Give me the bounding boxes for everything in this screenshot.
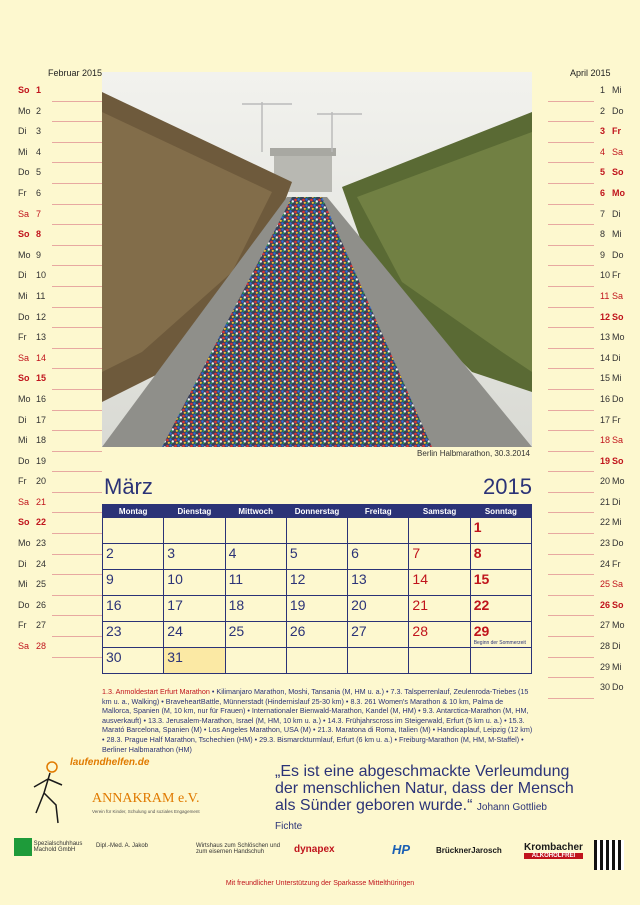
day-number: 11 <box>228 571 244 587</box>
day-cell <box>470 596 531 622</box>
weekday-header: Freitag <box>348 505 409 518</box>
apr-daynum: 20 <box>600 476 611 487</box>
day-cell <box>286 544 347 570</box>
day-number: 28 <box>412 623 428 639</box>
feb-day-row <box>14 348 102 369</box>
feb-weekday: Sa <box>18 641 30 652</box>
apr-daynum: 8 <box>600 229 606 240</box>
event-first-date: 1.3. <box>102 687 114 696</box>
weekday-header: Dienstag <box>164 505 225 518</box>
feb-day-row <box>14 245 102 266</box>
feb-weekday: So <box>18 85 30 95</box>
feb-weekday: Mi <box>18 146 28 157</box>
apr-weekday: Mo <box>612 620 625 631</box>
laufend-logo: laufendhelfen.de <box>70 757 150 768</box>
qr-code <box>594 840 624 870</box>
feb-weekday: Fr <box>18 620 27 631</box>
day-cell <box>409 570 470 596</box>
apr-weekday: Mo <box>612 187 625 198</box>
apr-day-row <box>548 80 636 101</box>
day-number: 12 <box>289 571 306 587</box>
apr-daynum: 14 <box>600 352 611 363</box>
apr-weekday: Do <box>612 538 624 549</box>
feb-weekday: Fr <box>18 187 27 198</box>
day-cell <box>225 570 286 596</box>
apr-weekday: Sa <box>612 146 624 157</box>
quote-author: Johann Gottlieb Fichte <box>275 802 547 832</box>
day-number: 30 <box>106 649 122 665</box>
day-number: 10 <box>167 571 183 587</box>
feb-daynum: 21 <box>36 496 47 507</box>
events-text <box>102 687 534 754</box>
apr-weekday: So <box>612 599 624 610</box>
feb-weekday: Di <box>18 270 27 281</box>
day-cell <box>103 648 164 674</box>
feb-daynum: 28 <box>36 641 47 652</box>
day-number: 26 <box>289 623 306 639</box>
apr-day-row <box>548 101 636 122</box>
feb-daynum: 19 <box>36 455 47 466</box>
feb-day-row <box>14 554 102 575</box>
apr-daynum: 9 <box>600 249 606 260</box>
day-number: 2 <box>106 545 114 561</box>
feb-weekday: Mo <box>18 249 31 260</box>
apr-weekday: Di <box>612 496 621 507</box>
day-number: 29 <box>473 623 490 639</box>
feb-daynum: 17 <box>36 414 47 425</box>
feb-day-row <box>14 636 102 657</box>
feb-day-row <box>14 492 102 513</box>
feb-daynum: 1 <box>36 85 42 95</box>
apr-daynum: 10 <box>600 270 611 281</box>
feb-daynum: 10 <box>36 270 47 281</box>
apr-weekday: Di <box>612 208 621 219</box>
write-line <box>52 657 102 658</box>
day-number: 31 <box>167 649 183 665</box>
weekday-header: Montag <box>103 505 164 518</box>
day-number: 8 <box>473 545 482 561</box>
day-cell <box>103 544 164 570</box>
apr-day-row <box>548 224 636 245</box>
apr-weekday: Mi <box>612 517 622 528</box>
apr-daynum: 18 <box>600 435 611 446</box>
apr-day-row <box>548 512 636 533</box>
apr-daynum: 15 <box>600 373 611 384</box>
apr-daynum: 4 <box>600 146 606 157</box>
feb-daynum: 12 <box>36 311 47 322</box>
feb-day-row <box>14 430 102 451</box>
sponsor-wirtshaus: Wirtshaus zum Schlöschen und zum eisernen Handschuh <box>196 843 281 855</box>
feb-weekday: Mo <box>18 105 31 116</box>
feb-weekday: So <box>18 517 30 528</box>
feb-weekday: Mo <box>18 538 31 549</box>
feb-day-row <box>14 224 102 245</box>
apr-day-row <box>548 471 636 492</box>
feb-weekday: So <box>18 229 30 240</box>
feb-day-row <box>14 368 102 389</box>
day-number: 22 <box>473 597 490 613</box>
apr-weekday: Do <box>612 393 624 404</box>
day-number: 25 <box>228 623 245 639</box>
day-cell <box>286 622 347 648</box>
quote <box>275 763 575 835</box>
apr-daynum: 21 <box>600 496 611 507</box>
apr-day-row <box>548 142 636 163</box>
day-cell <box>348 622 409 648</box>
week-row <box>103 648 532 674</box>
sponsor-jakob: Dipl.-Med. A. Jakob <box>96 843 149 849</box>
apr-daynum: 25 <box>600 579 611 590</box>
apr-daynum: 22 <box>600 517 611 528</box>
logos-area <box>22 757 232 827</box>
write-line <box>548 698 594 699</box>
day-number: 16 <box>106 597 122 613</box>
apr-daynum: 28 <box>600 641 611 652</box>
apr-weekday: Fr <box>612 414 621 425</box>
feb-day-row <box>14 142 102 163</box>
feb-weekday: Di <box>18 558 27 569</box>
feb-daynum: 27 <box>36 620 47 631</box>
feb-day-row <box>14 162 102 183</box>
day-number: 13 <box>351 571 367 587</box>
day-number: 1 <box>473 519 482 535</box>
event-first-name: Anmoldestart Erfurt Marathon <box>115 687 210 696</box>
day-number: 7 <box>412 545 421 561</box>
day-cell <box>348 544 409 570</box>
apr-day-row <box>548 121 636 142</box>
day-cell <box>348 518 409 544</box>
apr-day-row <box>548 307 636 328</box>
feb-weekday: Mo <box>18 393 31 404</box>
apr-day-row <box>548 410 636 431</box>
day-number: 3 <box>167 545 176 561</box>
day-cell <box>409 518 470 544</box>
day-number: 17 <box>167 597 183 613</box>
day-number: 4 <box>228 545 237 561</box>
feb-day-row <box>14 204 102 225</box>
feb-daynum: 11 <box>36 290 46 301</box>
day-cell <box>470 518 531 544</box>
day-cell <box>103 622 164 648</box>
apr-daynum: 2 <box>600 105 606 116</box>
apr-weekday: Fr <box>612 270 621 281</box>
apr-weekday: Sa <box>612 579 624 590</box>
sponsor-machold: Spezialschuhhaus Machold GmbH <box>14 838 84 856</box>
day-cell <box>470 570 531 596</box>
day-cell <box>225 622 286 648</box>
apr-daynum: 12 <box>600 311 611 322</box>
sponsor-krombacher: Krombacher ALKOHOLFREI <box>524 842 583 859</box>
machold-icon <box>14 838 32 856</box>
apr-day-row <box>548 327 636 348</box>
apr-daynum: 24 <box>600 558 611 569</box>
apr-daynum: 29 <box>600 661 611 672</box>
quote-text: „Es ist eine abgeschmackte Verleumdung der menschlichen Natur, dass der Mensch als Sünder geboren wurde.“ <box>275 763 574 814</box>
feb-day-row <box>14 410 102 431</box>
day-number: 6 <box>351 545 359 561</box>
apr-title: April 2015 <box>570 68 611 78</box>
apr-day-row <box>548 615 636 636</box>
feb-day-row <box>14 389 102 410</box>
apr-day-row <box>548 286 636 307</box>
feb-daynum: 23 <box>36 538 47 549</box>
footer: Mit freundlicher Unterstützung der Sparkasse Mittelthüringen <box>225 880 415 887</box>
feb-weekday: Do <box>18 455 30 466</box>
day-cell <box>409 622 470 648</box>
day-cell <box>225 544 286 570</box>
feb-daynum: 24 <box>36 558 47 569</box>
day-cell <box>225 648 286 674</box>
feb-daynum: 14 <box>36 352 47 363</box>
feb-weekday: Do <box>18 599 30 610</box>
feb-daynum: 16 <box>36 393 47 404</box>
weekday-header: Sonntag <box>470 505 531 518</box>
feb-day-row <box>14 183 102 204</box>
feb-daynum: 13 <box>36 332 47 343</box>
feb-daynum: 5 <box>36 167 42 178</box>
apr-weekday: Sa <box>612 290 624 301</box>
day-cell <box>470 648 531 674</box>
apr-weekday: Do <box>612 105 624 116</box>
day-cell <box>409 544 470 570</box>
apr-daynum: 27 <box>600 620 611 631</box>
apr-daynum: 11 <box>600 290 610 301</box>
week-row <box>103 596 532 622</box>
feb-daynum: 25 <box>36 579 47 590</box>
month-grid <box>102 504 532 674</box>
feb-day-row <box>14 327 102 348</box>
apr-weekday: So <box>612 311 624 322</box>
apr-day-row <box>548 657 636 678</box>
apr-daynum: 30 <box>600 682 611 693</box>
feb-day-row <box>14 265 102 286</box>
apr-day-row <box>548 348 636 369</box>
day-number: 23 <box>106 623 122 639</box>
day-number: 20 <box>351 597 367 613</box>
weekday-header: Donnerstag <box>286 505 347 518</box>
feb-day-row <box>14 595 102 616</box>
weekday-header: Samstag <box>409 505 470 518</box>
apr-daynum: 7 <box>600 208 606 219</box>
apr-daynum: 13 <box>600 332 611 343</box>
feb-daynum: 22 <box>36 517 47 528</box>
day-cell <box>286 518 347 544</box>
apr-daynum: 19 <box>600 455 611 466</box>
apr-daynum: 3 <box>600 126 606 137</box>
feb-weekday: Mi <box>18 290 28 301</box>
day-cell <box>164 570 225 596</box>
day-number: 5 <box>289 545 298 561</box>
apr-day-row <box>548 492 636 513</box>
day-cell <box>103 518 164 544</box>
apr-weekday: Mi <box>612 661 622 672</box>
apr-day-row <box>548 554 636 575</box>
feb-weekday: Di <box>18 126 27 137</box>
feb-weekday: Mi <box>18 435 28 446</box>
apr-sidebar <box>548 66 636 698</box>
feb-weekday: Do <box>18 167 30 178</box>
apr-day-row <box>548 368 636 389</box>
feb-day-row <box>14 307 102 328</box>
apr-day-row <box>548 162 636 183</box>
day-number: 27 <box>351 623 367 639</box>
day-cell <box>103 596 164 622</box>
apr-weekday: Di <box>612 641 621 652</box>
feb-weekday: Sa <box>18 208 30 219</box>
feb-day-row <box>14 471 102 492</box>
apr-day-row <box>548 389 636 410</box>
feb-weekday: Fr <box>18 476 27 487</box>
feb-sidebar <box>14 66 102 657</box>
day-cell <box>409 648 470 674</box>
feb-daynum: 4 <box>36 146 42 157</box>
day-cell <box>225 518 286 544</box>
week-row <box>103 518 532 544</box>
day-number: 21 <box>412 597 428 613</box>
apr-weekday: Fr <box>612 558 621 569</box>
day-cell <box>409 596 470 622</box>
feb-day-row <box>14 286 102 307</box>
apr-daynum: 5 <box>600 167 606 178</box>
feb-daynum: 8 <box>36 229 42 240</box>
apr-weekday: Sa <box>612 435 624 446</box>
sponsor-brueckner: BrücknerJarosch <box>436 846 502 855</box>
apr-weekday: Do <box>612 682 624 693</box>
day-cell <box>348 648 409 674</box>
feb-daynum: 3 <box>36 126 42 137</box>
day-cell <box>164 648 225 674</box>
apr-weekday: So <box>612 455 624 466</box>
feb-weekday: Mi <box>18 579 28 590</box>
feb-daynum: 6 <box>36 187 42 198</box>
day-number: 9 <box>106 571 114 587</box>
weekday-header: Mittwoch <box>225 505 286 518</box>
apr-weekday: Mi <box>612 229 622 240</box>
apr-daynum: 16 <box>600 393 611 404</box>
day-number: 15 <box>473 571 490 587</box>
apr-weekday: Di <box>612 352 621 363</box>
day-cell <box>348 596 409 622</box>
feb-weekday: Fr <box>18 332 27 343</box>
dst-note: Beginn der Sommerzeit <box>473 640 526 646</box>
feb-daynum: 2 <box>36 105 42 116</box>
apr-day-row <box>548 677 636 698</box>
day-number: 24 <box>167 623 183 639</box>
feb-daynum: 7 <box>36 208 42 219</box>
feb-weekday: Do <box>18 311 30 322</box>
week-row <box>103 570 532 596</box>
sponsor-hp: HP <box>392 842 411 857</box>
apr-weekday: Fr <box>612 126 621 137</box>
day-number: 18 <box>228 597 245 613</box>
feb-day-row <box>14 80 102 101</box>
apr-day-row <box>548 245 636 266</box>
feb-day-row <box>14 121 102 142</box>
apr-day-row <box>548 204 636 225</box>
day-cell <box>164 544 225 570</box>
day-cell <box>286 648 347 674</box>
day-cell <box>103 570 164 596</box>
apr-daynum: 6 <box>600 187 606 198</box>
day-cell <box>470 622 531 648</box>
feb-day-row <box>14 574 102 595</box>
apr-daynum: 23 <box>600 538 611 549</box>
annakram-logo: ANNAKRAM e.V. <box>92 791 200 806</box>
apr-day-row <box>548 451 636 472</box>
marathon-photo <box>102 72 532 447</box>
apr-day-row <box>548 430 636 451</box>
feb-weekday: Di <box>18 414 27 425</box>
apr-weekday: So <box>612 167 624 178</box>
day-cell <box>164 622 225 648</box>
day-number: 14 <box>412 571 428 587</box>
week-row <box>103 544 532 570</box>
sponsor-dynapex: dynapex <box>294 844 335 855</box>
apr-day-row <box>548 636 636 657</box>
day-cell <box>164 518 225 544</box>
feb-daynum: 18 <box>36 435 47 446</box>
feb-day-row <box>14 451 102 472</box>
apr-weekday: Mo <box>612 476 625 487</box>
month-year: 2015 <box>483 474 532 499</box>
month-name: März <box>104 474 153 499</box>
feb-daynum: 20 <box>36 476 47 487</box>
feb-day-row <box>14 615 102 636</box>
day-cell <box>164 596 225 622</box>
apr-weekday: Do <box>612 249 624 260</box>
apr-weekday: Mi <box>612 373 622 384</box>
feb-weekday: Sa <box>18 352 30 363</box>
feb-day-row <box>14 512 102 533</box>
feb-weekday: So <box>18 373 30 384</box>
event-rest: • Kilimanjaro Marathon, Moshi, Tansania (M, HM u. a.) • 7.3. Talsperrenlauf, Zeulenroda-Triebes (15 km u. a., Walking) • BraveheartBattle, Münnerstadt (Hindernislauf 25-30 km) • 8.3. 261 Women's Marathon & 10 km, Palma de Mallorca, Spanien (M, 10 km, nur für Frauen) • Internationaler Bienwald-Marathon, Kandel (M, HM) • 9.3. Antarctica-Marathon (M, HM, ausverkauft) • 13.3. Jerusalem-Marathon, Israel (M, HM, 10 km u. a.) • 14.3. Frühjahrscross im Steigerwald, Erfurt (5 km u. a.) • 15.3. Marató Barcelona, Spanien (M) • Los Angeles Marathon, USA (M) • 21.3. Maratona di Roma, Italien (M) • Handicaplauf, Leipzig (12 km) • 28.3. Prague Half Marathon, Tschechien (HM) • 29.3. Bismarckturmlauf, Erfurt (6 km u. a.) • Freiburg-Marathon (M, HM, M-Staffel) • Berliner Halbmarathon (HM) <box>102 687 533 754</box>
apr-daynum: 26 <box>600 599 611 610</box>
annakram-sub: Verein für Kinder, Schulung und soziales Engagement <box>92 809 200 814</box>
apr-weekday: Mo <box>612 332 625 343</box>
day-cell <box>225 596 286 622</box>
apr-daynum: 1 <box>600 85 606 95</box>
apr-day-row <box>548 533 636 554</box>
feb-weekday: Sa <box>18 496 30 507</box>
apr-day-row <box>548 595 636 616</box>
apr-weekday: Mi <box>612 85 622 95</box>
feb-daynum: 9 <box>36 249 42 260</box>
photo-caption: Berlin Halbmarathon, 30.3.2014 <box>417 449 530 458</box>
week-row <box>103 622 532 648</box>
feb-title: Februar 2015 <box>47 68 102 78</box>
apr-day-row <box>548 574 636 595</box>
feb-daynum: 15 <box>36 373 47 384</box>
apr-day-row <box>548 183 636 204</box>
feb-day-row <box>14 533 102 554</box>
day-cell <box>286 596 347 622</box>
apr-day-row <box>548 265 636 286</box>
feb-day-row <box>14 101 102 122</box>
day-cell <box>348 570 409 596</box>
day-cell <box>470 544 531 570</box>
feb-daynum: 26 <box>36 599 47 610</box>
apr-daynum: 17 <box>600 414 611 425</box>
day-number: 19 <box>289 597 306 613</box>
day-cell <box>286 570 347 596</box>
